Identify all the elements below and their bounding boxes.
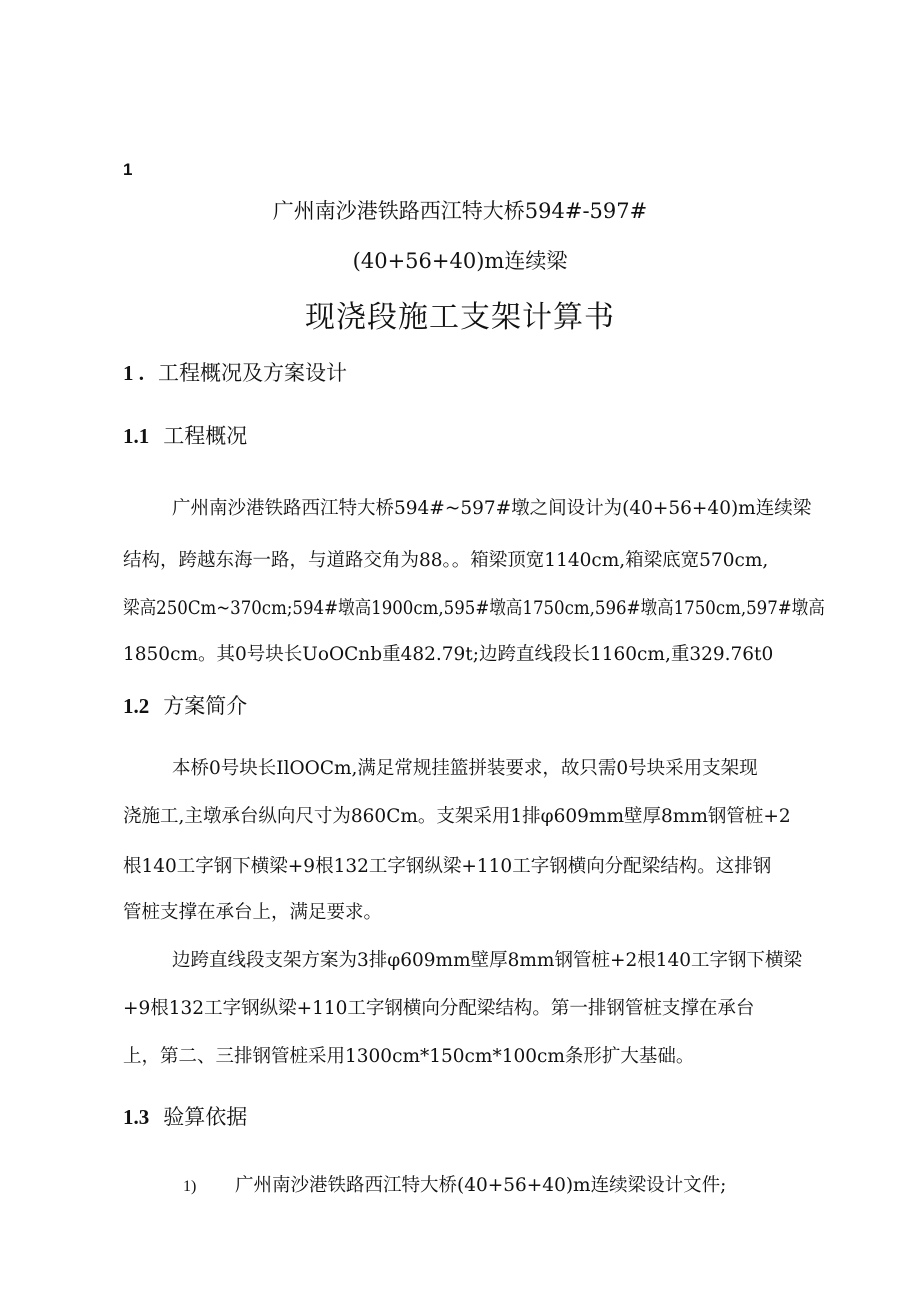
- list-text: 广州南沙港铁路西江特大桥(40+56+40)m连续梁设计文件;: [235, 1175, 727, 1196]
- list-number: 1): [183, 1178, 197, 1195]
- overview-line-4: 1850cm。其0号块长UoOCnb重482.79t;边跨直线段长1160cm,重329.76t0: [123, 644, 774, 665]
- plan2-line-1: 边跨直线段支架方案为3排φ609mm壁厚8mm钢管桩+2根140工字钢下横梁: [172, 950, 803, 971]
- plan2-line-2: +9根132工字钢纵梁+110工字钢横向分配梁结构。第一排钢管桩支撑在承台: [123, 998, 755, 1019]
- section-heading-1-1: [123, 420, 247, 450]
- document-title-line-2: (40+56+40)m连续梁: [352, 249, 568, 273]
- section-heading-1: [123, 357, 347, 387]
- overview-line-3: 梁高250Cm~370cm;594#墩高1900cm,595#墩高1750cm,596#墩高1750cm,597#墩高: [123, 598, 825, 619]
- section-label: 工程概况: [163, 424, 248, 448]
- document-main-title: 现浇段施工支架计算书: [305, 300, 615, 335]
- plan-line-1: 本桥0号块长IlOOCm,满足常规挂篮拼装要求，故只需0号块采用支架现: [172, 758, 758, 779]
- section-heading-1-3: [123, 1101, 247, 1131]
- section-number: 1.3: [123, 1105, 150, 1129]
- plan2-line-3: 上，第二、三排钢管桩采用1300cm*150cm*100cm条形扩大基础。: [123, 1046, 695, 1067]
- plan-line-2: 浇施工,主墩承台纵向尺寸为860Cm。支架采用1排φ609mm壁厚8mm钢管桩+2: [123, 806, 791, 827]
- document-title-line-1: 广州南沙港铁路西江特大桥594#-597#: [272, 199, 648, 223]
- section-number: 1.1: [123, 424, 150, 448]
- section-label: 工程概况及方案设计: [158, 361, 347, 385]
- section-label: 方案简介: [163, 694, 248, 718]
- plan-line-3: 根140工字钢下横梁+9根132工字钢纵梁+110工字钢横向分配梁结构。这排钢: [123, 856, 772, 877]
- page-number: 1: [123, 160, 133, 179]
- section-heading-1-2: [123, 690, 247, 720]
- plan-line-4: 管桩支撑在承台上，满足要求。: [123, 902, 383, 923]
- overview-line-1: 广州南沙港铁路西江特大桥594#~597#墩之间设计为(40+56+40)m连续梁: [172, 498, 812, 519]
- basis-list-item: [183, 1171, 726, 1197]
- section-number: 1.2: [123, 694, 150, 718]
- overview-line-2: 结构，跨越东海一路，与道路交角为88。。箱梁顶宽1140cm,箱梁底宽570cm,: [123, 550, 769, 571]
- section-number: 1 .: [123, 361, 144, 385]
- section-label: 验算依据: [163, 1105, 248, 1129]
